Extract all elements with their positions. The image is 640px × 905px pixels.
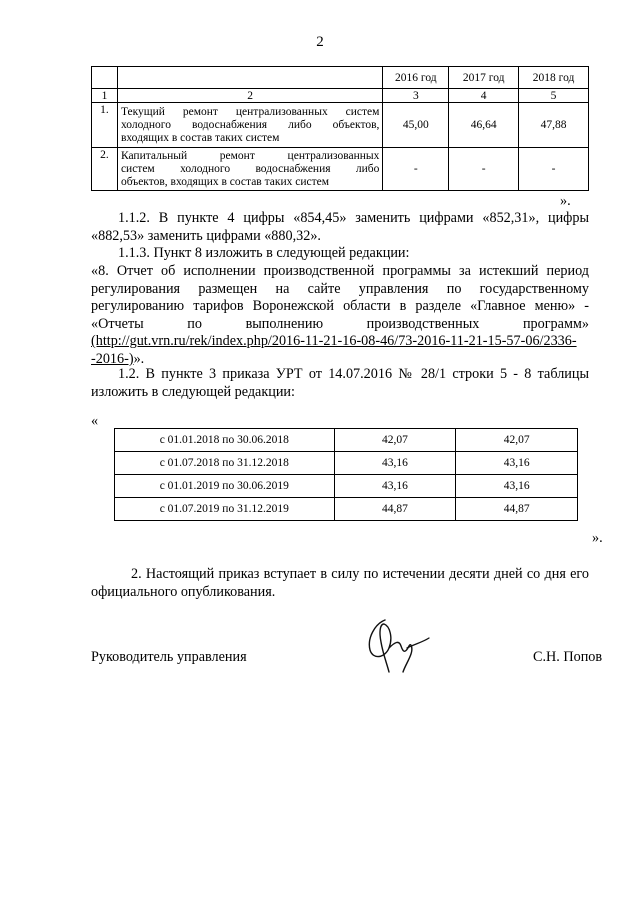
column-number: 3 [383,89,449,103]
period-cell: с 01.07.2019 по 31.12.2019 [115,498,335,521]
table-header-row [92,67,589,89]
period-cell: с 01.01.2019 по 30.06.2019 [115,475,335,498]
tariff-value: 43,16 [456,475,578,498]
report-link-continued[interactable]: -2016-) [91,350,134,367]
cost-value: 46,64 [449,103,519,148]
closing-mark: ». [592,530,603,546]
signatory-name: С.Н. Попов [533,649,603,665]
column-number: 5 [519,89,589,103]
page-number: 2 [316,34,324,50]
table-row [115,475,578,498]
year-header: 2016 год [383,67,449,89]
paragraph-1-2: 1.2. В пункте 3 приказа УРТ от 14.07.2016 № 28/1 строки 5 - 8 таблицы изложить в следующей редакции: [91,366,589,400]
cost-value: 47,88 [519,103,589,148]
tariff-period-table [114,428,578,521]
tariff-value: 43,16 [456,452,578,475]
period-cell: с 01.01.2018 по 30.06.2018 [115,429,335,452]
column-number: 1 [92,89,118,103]
row-number: 1. [92,103,118,148]
year-header: 2018 год [519,67,589,89]
column-number-row [92,89,589,103]
table-row [92,103,589,148]
column-number: 4 [449,89,519,103]
period-cell: с 01.07.2018 по 31.12.2018 [115,452,335,475]
table-row [115,498,578,521]
row-number: 2. [92,148,118,191]
column-number: 2 [117,89,382,103]
closing-mark: ». [560,193,571,209]
cost-value: 45,00 [383,103,449,148]
tariff-value: 44,87 [334,498,456,521]
open-quote: « [91,413,99,429]
signatory-position: Руководитель управления [91,649,247,665]
cost-value: - [383,148,449,191]
row-description: Капитальный ремонт централизованных систем холодного водоснабжения либо объектов, входящих в состав таких систем [117,148,382,191]
tariff-value: 43,16 [334,452,456,475]
tariff-value: 43,16 [334,475,456,498]
handwritten-signature [363,614,433,676]
tariff-value: 44,87 [456,498,578,521]
cost-value: - [519,148,589,191]
table-row [115,429,578,452]
table-row [115,452,578,475]
table-row [92,148,589,191]
row-description: Текущий ремонт централизованных систем холодного водоснабжения либо объектов, входящих в состав таких систем [117,103,382,148]
repair-cost-table [91,66,589,191]
cost-value: - [449,148,519,191]
paragraph-item-8: «8. Отчет об исполнении производственной программы за истекший период регулирования размещен на сайте управления по государственному регулированию тарифов Воронежской области в разделе «Главное меню» - «Отчеты по выполнению производственных программ» (http://gut.vrn.ru/rek/index.php/2016-11-21-16-08-46/73-2016-11-21-15-57-06/2336- -2016-)». [91,263,589,367]
tariff-value: 42,07 [456,429,578,452]
paragraph-1-1-2: 1.1.2. В пункте 4 цифры «854,45» заменить цифрами «852,31», цифры «882,53» заменить цифрами «880,32». [91,210,589,244]
year-header: 2017 год [449,67,519,89]
report-link[interactable]: (http://gut.vrn.ru/rek/index.php/2016-11-21-16-08-46/73-2016-11-21-15-57-06/2336- [91,333,577,350]
tariff-value: 42,07 [334,429,456,452]
paragraph-1-1-3: 1.1.3. Пункт 8 изложить в следующей редакции: [118,245,410,261]
paragraph-2: 2. Настоящий приказ вступает в силу по истечении десяти дней со дня его официального опубликования. [91,566,589,600]
